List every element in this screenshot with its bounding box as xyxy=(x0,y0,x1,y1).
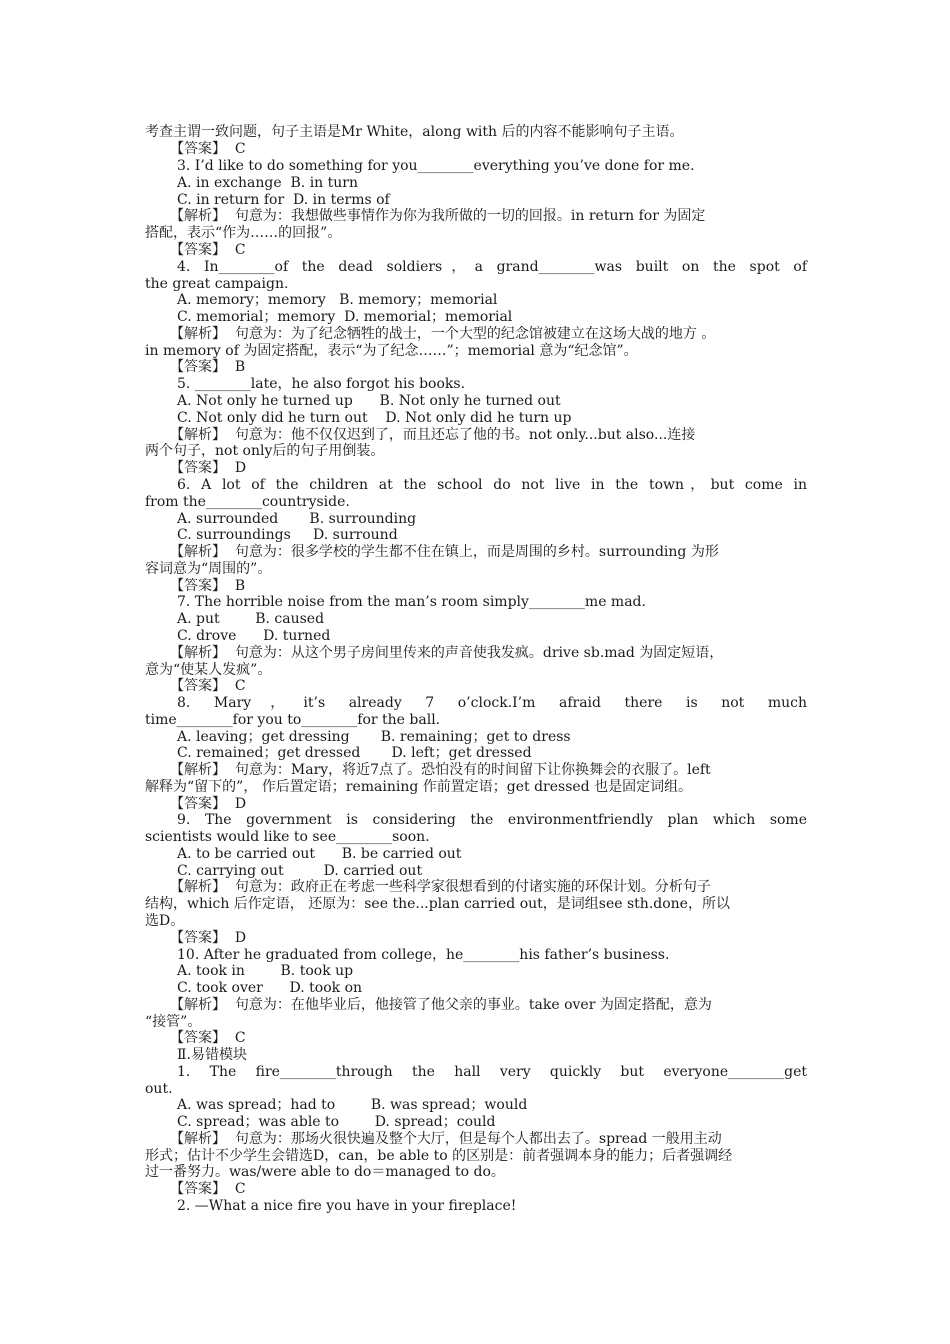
option-line: A. put B. caused xyxy=(177,611,325,627)
question-line: 10. After he graduated from college，he________his father’s business. xyxy=(177,947,670,963)
answer-line: 【答案】 C xyxy=(170,678,246,694)
question-line: 3. I’d like to do something for you________everything you’ve done for me. xyxy=(177,158,695,174)
answer-line: 【答案】 D xyxy=(170,460,247,476)
option-line: A. Not only he turned up B. Not only he turned out xyxy=(177,393,561,409)
option-line: A. surrounded B. surrounding xyxy=(177,511,417,527)
question-line: 1. The fire________through the hall very quickly but everyone________get xyxy=(177,1064,807,1080)
answer-line: 【答案】 D xyxy=(170,930,247,946)
question-line: 8. Mary，it’s already 7 o’clock.I’m afraid there is not much xyxy=(177,695,807,711)
explanation-line: 【解析】 句意为：很多学校的学生都不住在镇上，而是周围的乡村。surrounding 为形 xyxy=(170,544,719,560)
question-line: 9. The government is considering the environmentfriendly plan which some xyxy=(177,812,807,828)
explanation-line: 两个句子，not only后的句子用倒装。 xyxy=(145,443,385,459)
question-line: 4. In________of the dead soldiers，a grand________was built on the spot of xyxy=(177,259,807,275)
explanation-line: 【解析】 句意为：为了纪念牺牲的战士，一个大型的纪念馆被建立在这场大战的地方 。 xyxy=(170,326,716,342)
option-line: A. was spread；had to B. was spread；would xyxy=(177,1097,528,1113)
question-line: time________for you to________for the ball. xyxy=(145,712,441,728)
option-line: C. Not only did he turn out D. Not only did he turn up xyxy=(177,410,572,426)
explanation-line: 意为“使某人发疯”。 xyxy=(145,662,272,678)
answer-line: 【答案】 C xyxy=(170,1030,246,1046)
option-line: C. memorial；memory D. memorial；memorial xyxy=(177,309,513,325)
explanation-line: 结构，which 后作定语， 还原为：see the...plan carried out，是词组see sth.done，所以 xyxy=(145,896,730,912)
explanation-line: 解释为“留下的”， 作后置定语；remaining 作前置定语；get dressed 也是固定词组。 xyxy=(145,779,693,795)
explanation-line: “接管”。 xyxy=(145,1014,202,1030)
explanation-line: 【解析】 句意为：我想做些事情作为你为我所做的一切的回报。in return for 为固定 xyxy=(170,208,706,224)
answer-line: 【答案】 C xyxy=(170,141,246,157)
question-line: 2. —What a nice fire you have in your fireplace! xyxy=(177,1198,517,1214)
option-line: A. memory；memory B. memory；memorial xyxy=(177,292,498,308)
answer-line: 【答案】 C xyxy=(170,242,246,258)
explanation-line: 【解析】 句意为：在他毕业后，他接管了他父亲的事业。take over 为固定搭配，意为 xyxy=(170,997,712,1013)
option-line: A. took in B. took up xyxy=(177,963,354,979)
option-line: A. in exchange B. in turn xyxy=(177,175,358,191)
option-line: C. surroundings D. surround xyxy=(177,527,398,543)
question-line: 5. ________late，he also forgot his books. xyxy=(177,376,466,392)
explanation-line: 选D。 xyxy=(145,913,185,929)
option-line: A. leaving；get dressing B. remaining；get to dress xyxy=(177,729,571,745)
option-line: A. to be carried out B. be carried out xyxy=(177,846,462,862)
answer-line: 【答案】 D xyxy=(170,796,247,812)
option-line: C. remained；get dressed D. left；get dressed xyxy=(177,745,532,761)
question-line: out. xyxy=(145,1081,173,1097)
option-line: C. drove D. turned xyxy=(177,628,331,644)
question-line: from the________countryside. xyxy=(145,494,350,510)
option-line: C. in return for D. in terms of xyxy=(177,192,390,208)
explanation-line: 过一番努力。was/were able to do＝managed to do。 xyxy=(145,1164,505,1180)
explanation-line: 【解析】 句意为：从这个男子房间里传来的声音使我发疯。drive sb.mad 为固定短语， xyxy=(170,645,724,661)
section-heading: Ⅱ.易错模块 xyxy=(177,1047,247,1063)
explanation-line: 【解析】 句意为：那场火很快遍及整个大厅，但是每个人都出去了。spread 一般用主动 xyxy=(170,1131,722,1147)
explanation-line: 【解析】 句意为：Mary，将近7点了。恐怕没有的时间留下让你换舞会的衣服了。left xyxy=(170,762,711,778)
explanation-line: 容词意为“周围的”。 xyxy=(145,561,272,577)
question-line: 7. The horrible noise from the man’s room simply________me mad. xyxy=(177,594,646,610)
answer-line: 【答案】 B xyxy=(170,359,246,375)
answer-line: 【答案】 B xyxy=(170,578,246,594)
question-line: scientists would like to see________soon. xyxy=(145,829,430,845)
explanation-line: 【解析】 句意为：政府正在考虑一些科学家很想看到的付诸实施的环保计划。分析句子 xyxy=(170,879,711,895)
option-line: C. carrying out D. carried out xyxy=(177,863,423,879)
option-line: C. spread；was able to D. spread；could xyxy=(177,1114,496,1130)
question-line: 6. A lot of the children at the school do not live in the town，but come in xyxy=(177,477,807,493)
question-line: the great campaign. xyxy=(145,276,289,292)
explanation-line: 搭配，表示“作为……的回报”。 xyxy=(145,225,342,241)
explanation-line: 形式；估计不少学生会错选D，can，be able to 的区别是：前者强调本身的能力；后者强调经 xyxy=(145,1148,733,1164)
text-line: 考查主谓一致问题，句子主语是Mr White，along with 后的内容不能影响句子主语。 xyxy=(145,124,684,140)
explanation-line: in memory of 为固定搭配，表示“为了纪念……”；memorial 意为“纪念馆”。 xyxy=(145,343,638,359)
explanation-line: 【解析】 句意为：他不仅仅迟到了，而且还忘了他的书。not only...but also...连接 xyxy=(170,427,696,443)
option-line: C. took over D. took on xyxy=(177,980,363,996)
answer-line: 【答案】 C xyxy=(170,1181,246,1197)
